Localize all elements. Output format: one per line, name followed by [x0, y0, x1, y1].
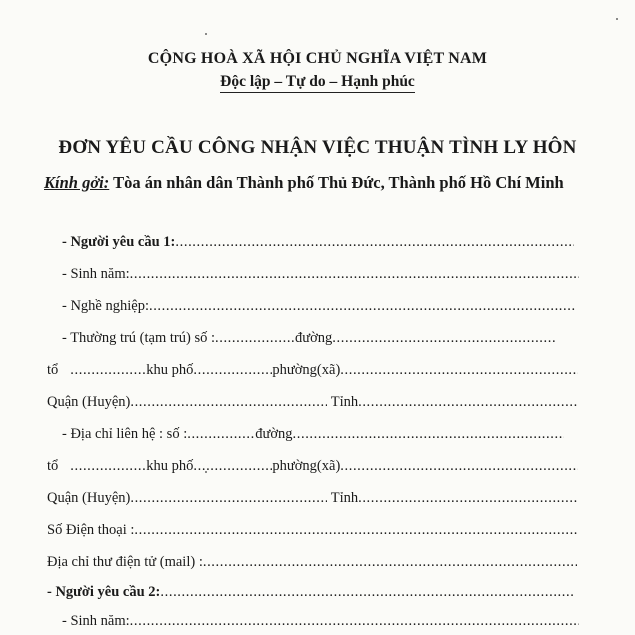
recipient-label: Kính gởi: [44, 173, 110, 192]
p1-to-field[interactable] [70, 361, 146, 379]
p1-occupation-row [62, 297, 576, 315]
recipient-value: Tòa án nhân dân Thành phố Thủ Đức, Thành phố Hồ Chí Minh [109, 173, 564, 192]
street-label: đường [295, 330, 333, 346]
p1-residence-street-field[interactable] [332, 329, 556, 347]
contact-quan-label: Quận (Huyện) [47, 490, 131, 506]
contact-khu-pho-label: khu phố [146, 458, 194, 474]
p1-email-row [47, 553, 577, 571]
p2-label: - Người yêu cầu 2: [47, 584, 161, 600]
scan-speck [205, 471, 207, 473]
p2-name-row [47, 583, 574, 601]
motto [0, 73, 635, 91]
motto-text: Độc lập – Tự do – Hạnh phúc [220, 73, 415, 93]
p1-residence-number-field[interactable] [215, 329, 295, 347]
p1-name-row [62, 233, 574, 251]
p1-contact-ward-row [47, 457, 578, 475]
p1-quan-field[interactable] [130, 393, 327, 411]
quan-label: Quận (Huyện) [47, 394, 131, 410]
to-label: tổ [47, 362, 59, 378]
p1-name-field[interactable] [175, 233, 574, 251]
p1-phuong-field[interactable] [340, 361, 578, 379]
p1-birth-row [62, 265, 579, 283]
p1-phone-field[interactable] [134, 521, 577, 539]
p2-name-field[interactable] [160, 583, 574, 601]
p1-ward-row [47, 361, 578, 379]
p1-khu-pho-field[interactable] [193, 361, 272, 379]
p2-birth-row [62, 612, 579, 630]
p1-residence-row [62, 329, 556, 347]
p1-occupation-field[interactable] [149, 297, 576, 315]
contact-phuong-label: phường(xã) [272, 458, 341, 474]
email-label: Địa chỉ thư điện tử (mail) : [47, 554, 203, 570]
residence-label: - Thường trú (tạm trú) số : [62, 330, 215, 346]
p1-contact-quan-field[interactable] [130, 489, 327, 507]
contact-address-label: - Địa chỉ liên hệ : số : [62, 426, 188, 442]
p1-phone-row [47, 521, 577, 539]
p1-label: - Người yêu cầu 1: [62, 234, 176, 250]
recipient-line [44, 173, 624, 193]
form-title: ĐƠN YÊU CẦU CÔNG NHẬN VIỆC THUẬN TÌNH LY HÔN [58, 137, 577, 158]
phuong-label: phường(xã) [272, 362, 341, 378]
khu-pho-label: khu phố [146, 362, 194, 378]
contact-to-label: tổ [47, 458, 59, 474]
phone-label: Số Điện thoại : [47, 522, 135, 538]
contact-tinh-label: Tỉnh [327, 490, 359, 506]
p1-birth-field[interactable] [130, 265, 579, 283]
scan-speck [205, 33, 207, 35]
birth-year-label: - Sinh năm: [62, 266, 130, 282]
p1-email-field[interactable] [203, 553, 577, 571]
p1-contact-district-row [47, 489, 577, 507]
scan-speck [616, 18, 618, 20]
p2-birth-year-label: - Sinh năm: [62, 613, 130, 629]
p1-district-row [47, 393, 577, 411]
p1-contact-row [62, 425, 564, 443]
p1-contact-street-field[interactable] [293, 425, 564, 443]
tinh-label: Tỉnh [327, 394, 359, 410]
national-title: CỘNG HOÀ XÃ HỘI CHỦ NGHĨA VIỆT NAM [147, 50, 488, 67]
p1-contact-to-field[interactable] [70, 457, 146, 475]
p1-contact-number-field[interactable] [187, 425, 255, 443]
p1-contact-phuong-field[interactable] [340, 457, 578, 475]
contact-street-label: đường [255, 426, 293, 442]
p1-contact-tinh-field[interactable] [358, 489, 577, 507]
p2-birth-field[interactable] [130, 612, 579, 630]
p1-tinh-field[interactable] [358, 393, 577, 411]
occupation-label: - Nghề nghiệp: [62, 298, 149, 314]
